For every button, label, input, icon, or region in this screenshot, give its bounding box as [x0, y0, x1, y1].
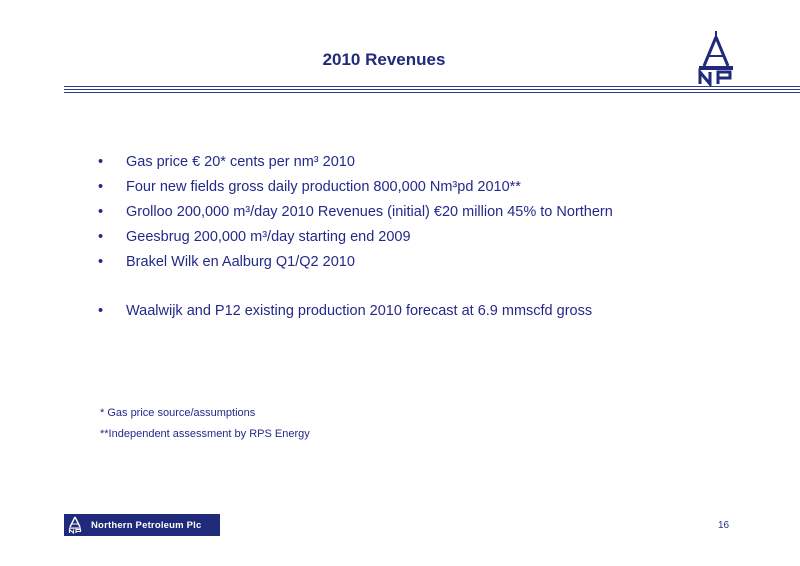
bullet-item — [98, 250, 613, 275]
bullet-item — [98, 200, 613, 225]
page-number: 16 — [718, 520, 730, 531]
header-rule — [64, 86, 800, 87]
bullet-marker: • — [98, 154, 104, 170]
bullet-item — [98, 299, 613, 324]
northern-petroleum-logo-icon — [67, 516, 83, 534]
bullet-text: Waalwijk and P12 existing production 2010 forecast at 6.9 mmscfd gross — [126, 303, 593, 319]
bullet-text: Grolloo 200,000 m³/day 2010 Revenues (initial) €20 million 45% to Northern — [126, 204, 613, 220]
bullet-marker: • — [98, 254, 104, 270]
slide-title: 2010 Revenues — [322, 50, 446, 69]
bullet-text: Brakel Wilk en Aalburg Q1/Q2 2010 — [126, 254, 355, 270]
bullet-text: Gas price € 20* cents per nm³ 2010 — [126, 154, 355, 170]
bullet-marker: • — [98, 303, 104, 319]
header-rule — [64, 92, 800, 93]
bullet-item — [98, 225, 613, 250]
bullet-list — [98, 150, 613, 324]
bullet-item — [98, 150, 613, 175]
footer-brand-bar — [64, 514, 220, 536]
bullet-marker: • — [98, 229, 104, 245]
header-rule — [64, 89, 800, 90]
footnote: **Independent assessment by RPS Energy — [100, 428, 310, 440]
footnote: * Gas price source/assumptions — [100, 407, 256, 419]
bullet-marker: • — [98, 204, 104, 220]
company-name: Northern Petroleum Plc — [91, 519, 202, 531]
bullet-marker: • — [98, 179, 104, 195]
northern-petroleum-logo-icon — [696, 28, 736, 86]
bullet-text: Four new fields gross daily production 800,000 Nm³pd 2010** — [126, 179, 521, 195]
bullet-item — [98, 175, 613, 200]
bullet-text: Geesbrug 200,000 m³/day starting end 2009 — [126, 229, 411, 245]
